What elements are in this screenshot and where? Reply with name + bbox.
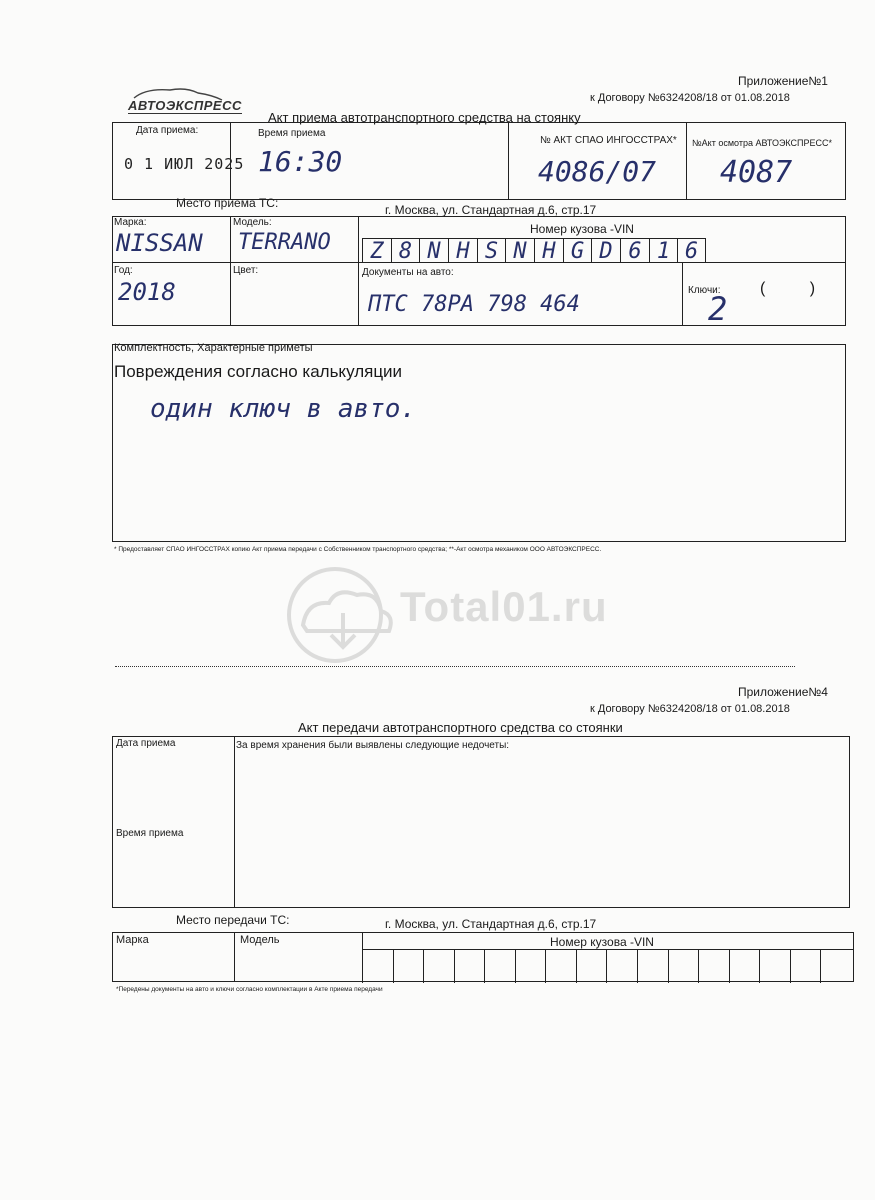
vin-char: S [477,239,505,263]
inspection-act-label: №Акт осмотра АВТОЭКСПРЕСС* [692,138,833,148]
vin-char: 6 [677,239,706,263]
vin-empty-cell[interactable] [729,950,759,983]
vin-empty-cell[interactable] [668,950,698,983]
footnote-bottom: *Передены документы на авто и ключи согласно комплектации в Акте приема передачи [116,986,383,993]
defects-table [112,736,850,908]
vin-grid-top [362,238,706,263]
year-value: 2018 [118,278,176,306]
time-label-bottom: Время приема [116,828,184,839]
vin-label-bottom: Номер кузова -VIN [550,935,654,949]
handwritten-note: один ключ в авто. [150,394,417,424]
defects-label: За время хранения были выявлены следующие недочеты: [236,740,510,751]
vin-empty-cell[interactable] [515,950,545,983]
vin-char: 8 [391,239,419,263]
contract-reference-top: к Договору №6324208/18 от 01.08.2018 [590,92,790,104]
place-label-bottom: Место передачи ТС: [176,913,290,927]
appendix-4-label: Приложение№4 [738,685,828,699]
model-label-bottom: Модель [240,934,280,946]
vin-char: Z [362,239,391,263]
date-stamp: 0 1 ИЮЛ 2025 [124,155,245,173]
year-label: Год: [114,265,133,276]
vin-empty-cell[interactable] [606,950,637,983]
vin-label-top: Номер кузова -VIN [530,222,634,236]
place-value-bottom: г. Москва, ул. Стандартная д.6, стр.17 [385,917,597,931]
contract-reference-bottom: к Договору №6324208/18 от 01.08.2018 [590,703,790,715]
color-label: Цвет: [233,265,259,276]
vin-char: 6 [620,239,649,263]
brand-label: Марка: [114,217,147,228]
keys-label: Ключи: [688,285,721,296]
appendix-1-label: Приложение№1 [738,74,828,88]
vin-char: D [591,239,620,263]
vin-empty-cell[interactable] [820,950,854,983]
equipment-label: Комплектность, Характерные приметы [114,342,313,354]
vin-empty-cell[interactable] [637,950,668,983]
act-number-value: 4086/07 [538,155,657,188]
model-value: TERRANO [238,230,331,255]
vin-empty-cell[interactable] [393,950,423,983]
act-title-top: Акт приема автотранспортного средства на стоянку [268,110,581,125]
inspection-act-value: 4087 [720,155,793,190]
act-title-bottom: Акт передачи автотранспортного средства со стоянки [298,720,623,735]
vin-empty-cell[interactable] [362,950,393,983]
act-number-label: № АКТ СПАО ИНГОССТРАХ* [540,135,677,146]
place-label-top: Место приема ТС: [176,196,279,210]
cut-line [115,666,795,667]
brand-label-bottom: Марка [116,934,149,946]
documents-label: Документы на авто: [362,267,454,278]
brand-value: NISSAN [116,229,203,257]
vin-empty-cell[interactable] [423,950,454,983]
vin-empty-cell[interactable] [454,950,484,983]
time-value: 16:30 [258,145,343,178]
keys-value: 2 [708,290,728,328]
keys-parentheses: ( ) [760,280,816,297]
logo-text: АВТОЭКСПРЕСС [128,98,242,113]
vin-empty-cell[interactable] [484,950,515,983]
date-label: Дата приема: [136,125,199,136]
vin-empty-cell[interactable] [698,950,729,983]
logo [126,84,242,120]
date-label-bottom: Дата приема [116,738,176,749]
damage-text: Повреждения согласно калькуляции [114,362,403,381]
vin-char: H [534,239,563,263]
model-label: Модель: [233,217,272,228]
vin-char: N [505,239,534,263]
footnote-top: * Предоставляет СПАО ИНГОССТРАХ копию Акт приема передачи с Собственником транспортного средства; **-Акт осмотра механиком ООО АВТОЭКСПРЕСС. [114,546,602,553]
vin-empty-cell[interactable] [790,950,820,983]
vin-empty-cell[interactable] [545,950,576,983]
watermark-text: Total01.ru [400,583,608,630]
documents-value: ПТС 78PA 798 464 [368,292,580,317]
place-value-top: г. Москва, ул. Стандартная д.6, стр.17 [385,203,597,217]
watermark [285,555,615,675]
vin-empty-cell[interactable] [576,950,606,983]
vin-char: H [448,239,477,263]
vin-char: G [563,239,591,263]
vin-char: N [419,239,448,263]
vin-grid-bottom [362,949,854,983]
vin-char: 1 [649,239,677,263]
time-label: Время приема [258,128,326,139]
vin-empty-cell[interactable] [759,950,790,983]
